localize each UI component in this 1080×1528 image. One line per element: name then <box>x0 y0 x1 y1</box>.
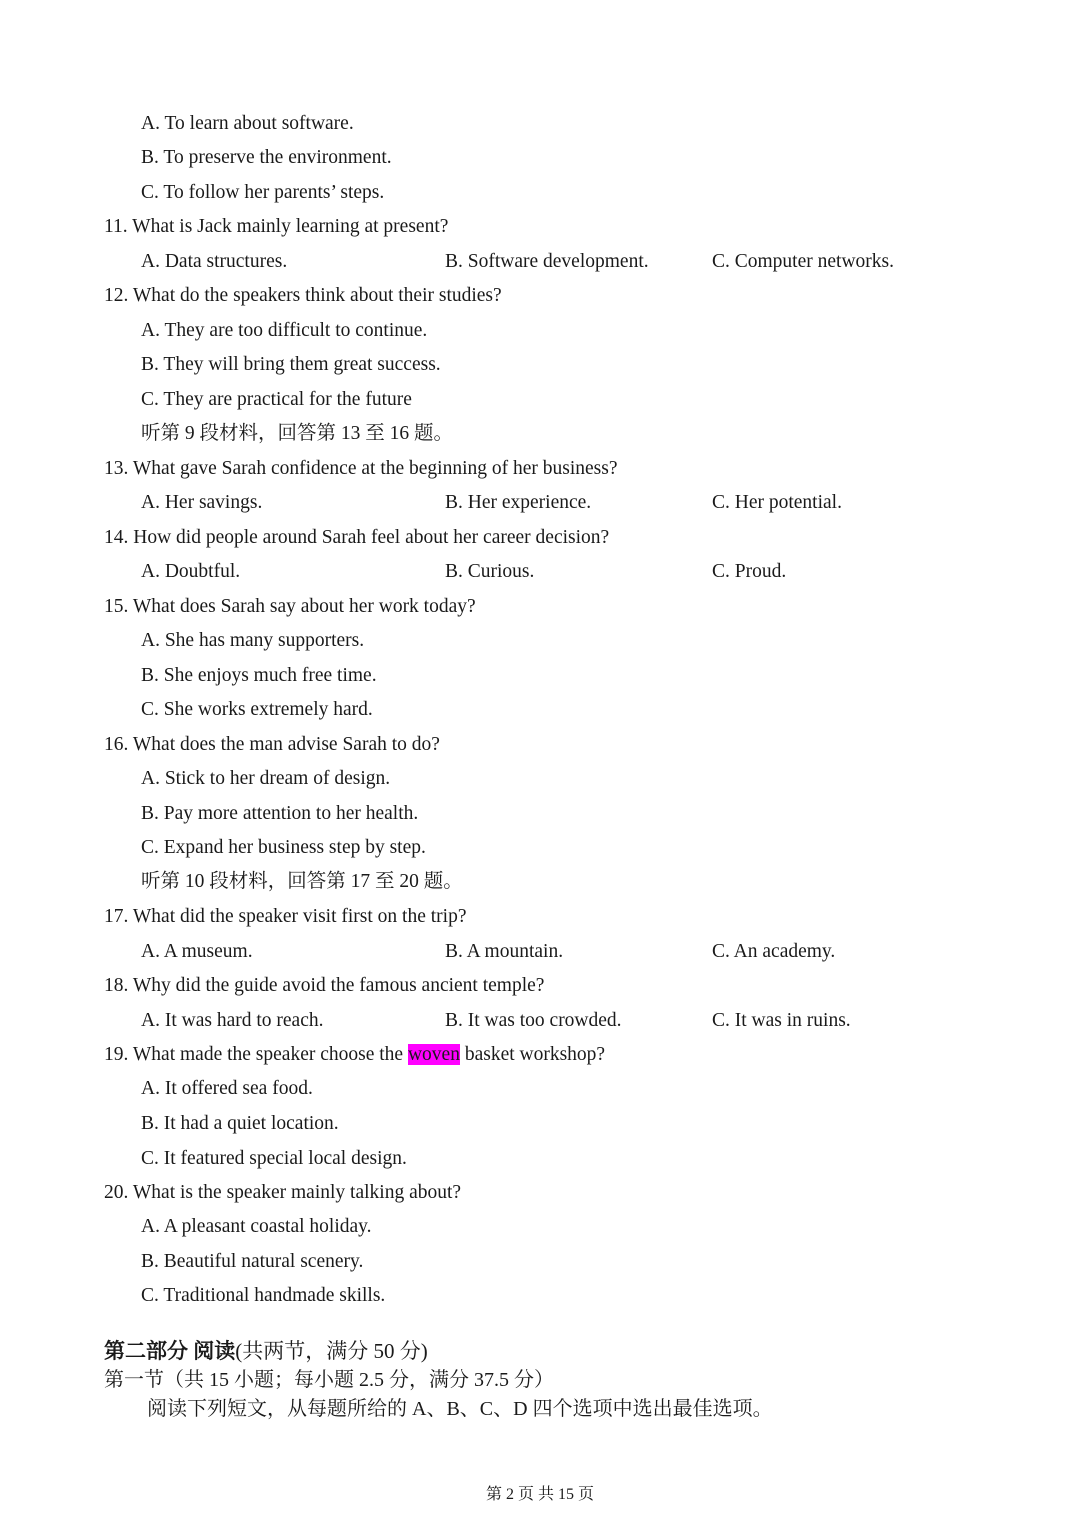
reading-instruction: 阅读下列短文，从每题所给的 A、B、C、D 四个选项中选出最佳选项。 <box>147 1398 773 1420</box>
q20-stem: 20. What is the speaker mainly talking about? <box>104 1182 462 1203</box>
q19-stem-end: basket workshop? <box>459 1044 606 1065</box>
q11-option-b: B. Software development. <box>445 251 649 272</box>
q13-option-a: A. Her savings. <box>141 492 263 513</box>
q14-stem: 14. How did people around Sarah feel about her career decision? <box>104 527 610 548</box>
q12-stem: 12. What do the speakers think about their studies? <box>104 285 502 306</box>
q10-option-c: C. To follow her parents’ steps. <box>141 182 385 203</box>
q19-stem <box>104 1043 605 1067</box>
q12-option-c: C. They are practical for the future <box>141 389 412 410</box>
q15-option-c: C. She works extremely hard. <box>141 699 373 720</box>
q14-option-c: C. Proud. <box>712 561 787 582</box>
part-two-title <box>104 1339 428 1363</box>
q20-option-c: C. Traditional handmade skills. <box>141 1285 386 1306</box>
q19-option-c: C. It featured special local design. <box>141 1148 407 1169</box>
q20-option-b: B. Beautiful natural scenery. <box>141 1251 364 1272</box>
q13-option-b: B. Her experience. <box>445 492 592 513</box>
q17-option-b: B. A mountain. <box>445 941 564 962</box>
q13-stem: 13. What gave Sarah confidence at the beginning of her business? <box>104 458 618 479</box>
q12-option-a: A. They are too difficult to continue. <box>141 320 428 341</box>
passage-10-intro: 听第 10 段材料，回答第 17 至 20 题。 <box>141 871 463 892</box>
passage-9-intro: 听第 9 段材料，回答第 13 至 16 题。 <box>141 423 454 444</box>
q14-option-a: A. Doubtful. <box>141 561 241 582</box>
part-two-title-score: (共两节，满分 50 分) <box>235 1339 428 1363</box>
q16-option-a: A. Stick to her dream of design. <box>141 768 391 789</box>
q19-stem-start: 19. What made the speaker choose the <box>104 1044 408 1065</box>
highlighted-word: woven <box>407 1044 460 1065</box>
q14-option-b: B. Curious. <box>445 561 535 582</box>
page-number-footer: 第 2 页 共 15 页 <box>485 1486 594 1503</box>
q17-option-c: C. An academy. <box>712 941 836 962</box>
q12-option-b: B. They will bring them great success. <box>141 354 441 375</box>
q19-option-b: B. It had a quiet location. <box>141 1113 339 1134</box>
q20-option-a: A. A pleasant coastal holiday. <box>141 1216 372 1237</box>
q18-option-b: B. It was too crowded. <box>445 1010 622 1031</box>
q10-option-b: B. To preserve the environment. <box>141 147 392 168</box>
q16-option-b: B. Pay more attention to her health. <box>141 803 419 824</box>
q18-option-c: C. It was in ruins. <box>712 1010 851 1031</box>
q17-option-a: A. A museum. <box>141 941 253 962</box>
q17-stem: 17. What did the speaker visit first on the trip? <box>104 906 467 927</box>
q13-option-c: C. Her potential. <box>712 492 842 513</box>
q11-option-a: A. Data structures. <box>141 251 288 272</box>
q18-stem: 18. Why did the guide avoid the famous ancient temple? <box>104 975 545 996</box>
q18-option-a: A. It was hard to reach. <box>141 1010 324 1031</box>
q11-option-c: C. Computer networks. <box>712 251 894 272</box>
q15-stem: 15. What does Sarah say about her work today? <box>104 596 476 617</box>
q16-option-c: C. Expand her business step by step. <box>141 837 426 858</box>
q16-stem: 16. What does the man advise Sarah to do? <box>104 734 440 755</box>
section-one-title: 第一节（共 15 小题；每小题 2.5 分，满分 37.5 分） <box>104 1369 554 1391</box>
q15-option-a: A. She has many supporters. <box>141 630 365 651</box>
q19-option-a: A. It offered sea food. <box>141 1078 313 1099</box>
q15-option-b: B. She enjoys much free time. <box>141 665 377 686</box>
q11-stem: 11. What is Jack mainly learning at present? <box>104 216 449 237</box>
q10-option-a: A. To learn about software. <box>141 113 354 134</box>
part-two-title-bold: 第二部分 阅读 <box>104 1339 236 1363</box>
